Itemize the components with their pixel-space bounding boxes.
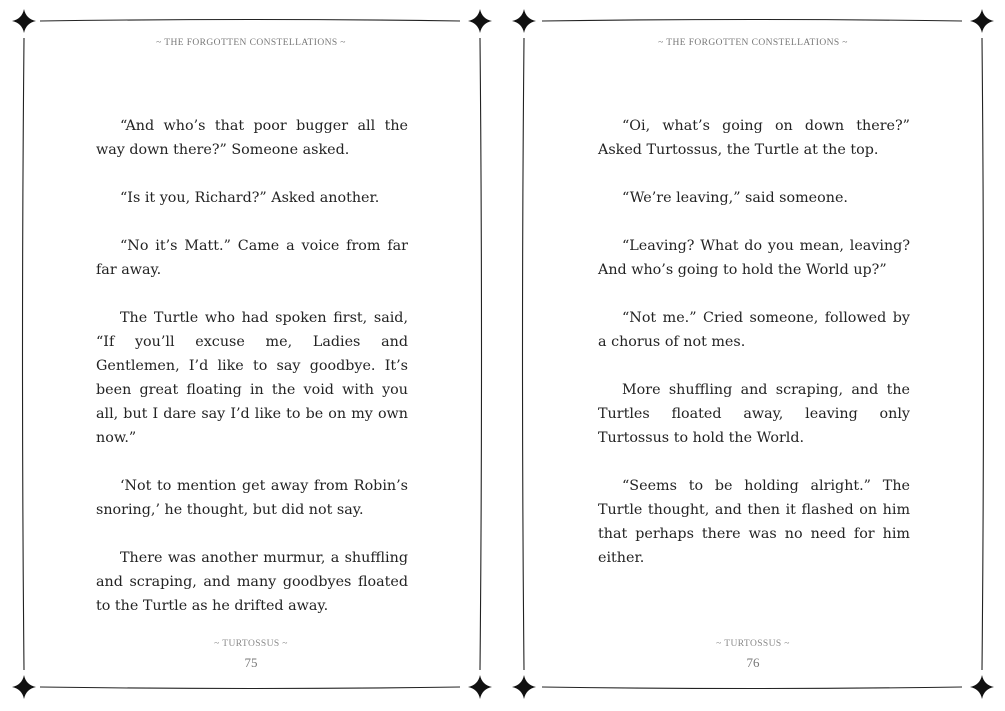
paragraph: The Turtle who had spoken first, said, “If you’ll excuse me, Ladies and Gentlemen, I’d like to say goodbye. It’s been great floating in the void with you all, but I dare say I’d like to be on my own now.” — [96, 310, 408, 446]
four-point-star-icon — [468, 9, 492, 33]
page-body-text — [96, 114, 408, 618]
four-point-star-icon — [512, 9, 536, 33]
border-line-right — [982, 38, 984, 670]
paragraph: “Not me.” Cried someone, followed by a chorus of not mes. — [598, 310, 910, 350]
border-line-top — [542, 20, 962, 22]
four-point-star-icon — [512, 675, 536, 699]
paragraph: “And who’s that poor bugger all the way down there?” Someone asked. — [96, 118, 408, 158]
book-page-right — [502, 0, 1004, 711]
paragraph: More shuffling and scraping, and the Turtles floated away, leaving only Turtossus to hold the World. — [598, 382, 910, 446]
border-line-left — [23, 38, 25, 670]
page-number: 75 — [244, 655, 258, 670]
border-line-right — [480, 38, 482, 670]
border-line-bottom — [542, 687, 962, 689]
four-point-star-icon — [468, 675, 492, 699]
four-point-star-icon — [12, 9, 36, 33]
paragraph: “Seems to be holding alright.” The Turtle thought, and then it flashed on him that perhaps there was no need for him either. — [598, 478, 910, 566]
paragraph: “No it’s Matt.” Came a voice from far far away. — [96, 238, 408, 278]
running-footer: ~ TURTOSSUS ~ — [214, 639, 288, 649]
border-line-left — [523, 38, 525, 670]
four-point-star-icon — [12, 675, 36, 699]
page-number: 76 — [746, 655, 760, 670]
running-header: ~ THE FORGOTTEN CONSTELLATIONS ~ — [658, 38, 848, 48]
paragraph: “Leaving? What do you mean, leaving? And who’s going to hold the World up?” — [598, 238, 910, 278]
paragraph: “Oi, what’s going on down there?” Asked Turtossus, the Turtle at the top. — [598, 118, 910, 158]
paragraph: ‘Not to mention get away from Robin’s snoring,’ he thought, but did not say. — [96, 478, 408, 518]
book-page-left — [0, 0, 502, 711]
four-point-star-icon — [970, 9, 994, 33]
four-point-star-icon — [970, 675, 994, 699]
paragraph: “We’re leaving,” said someone. — [622, 190, 848, 206]
paragraph: “Is it you, Richard?” Asked another. — [120, 190, 380, 206]
border-line-bottom — [40, 687, 460, 689]
running-footer: ~ TURTOSSUS ~ — [716, 639, 790, 649]
page-body-text — [598, 114, 910, 570]
border-line-top — [40, 20, 460, 22]
paragraph: There was another murmur, a shuffling and scraping, and many goodbyes floated to the Turtle as he drifted away. — [96, 550, 408, 614]
running-header: ~ THE FORGOTTEN CONSTELLATIONS ~ — [156, 38, 346, 48]
